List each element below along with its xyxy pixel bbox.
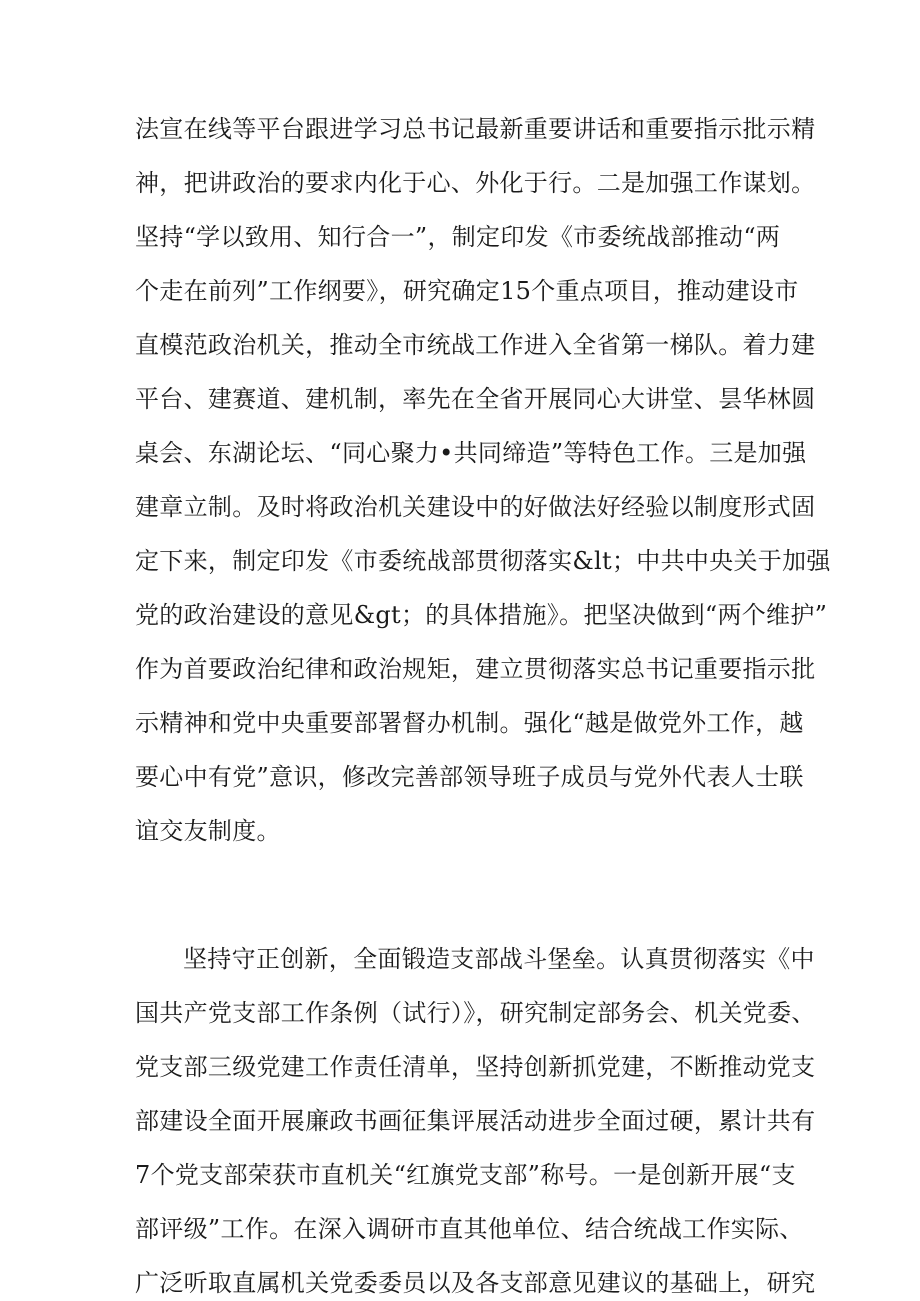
paragraph-line: 神，把讲政治的要求内化于心、外化于行。二是加强工作谋划。 [135,169,816,197]
paragraph-line: 部评级”工作。在深入调研市直其他单位、结合统战工作实际、 [135,1215,804,1243]
paragraph-line: 平台、建赛道、建机制，率先在全省开展同心大讲堂、昙华林圆 [135,385,816,413]
paragraph-line: 直模范政治机关，推动全市统战工作进入全省第一梯队。着力建 [135,331,816,359]
paragraph-line: 个走在前列”工作纲要》，研究确定15个重点项目，推动建设市 [135,277,799,305]
paragraph-line: 示精神和党中央重要部署督办机制。强化“越是做党外工作，越 [135,709,804,737]
paragraph-line: 定下来，制定印发《市委统战部贯彻落实&lt；中共中央关于加强 [135,547,831,575]
paragraph-line: 法宣在线等平台跟进学习总书记最新重要讲话和重要指示批示精 [135,115,816,143]
paragraph-line: 坚持“学以致用、知行合一”，制定印发《市委统战部推动“两 [135,223,781,251]
paragraph-line: 7个党支部荣获市直机关“红旗党支部”称号。一是创新开展“支 [135,1161,796,1189]
paragraph-line: 作为首要政治纪律和政治规矩，建立贯彻落实总书记重要指示批 [135,655,816,683]
paragraph-line: 建章立制。及时将政治机关建设中的好做法好经验以制度形式固 [135,493,816,521]
paragraph-line: 党支部三级党建工作责任清单，坚持创新抓党建，不断推动党支 [135,1053,816,1081]
paragraph-line: 要心中有党”意识，修改完善部领导班子成员与党外代表人士联 [135,763,804,791]
paragraph-line: 谊交友制度。 [135,817,281,845]
paragraph-first-line: 坚持守正创新，全面锻造支部战斗堡垒。认真贯彻落实《中 [183,945,815,973]
paragraph-line: 国共产党支部工作条例（试行）》，研究制定部务会、机关党委、 [135,999,816,1027]
paragraph-line: 党的政治建设的意见&gt；的具体措施》。把坚决做到“两个维护” [135,601,828,629]
paragraph-line: 广泛听取直属机关党委委员以及各支部意见建议的基础上，研究 [135,1269,816,1297]
paragraph-line: 桌会、东湖论坛、“同心聚力•共同缔造”等特色工作。三是加强 [135,439,807,467]
paragraph-line: 部建设全面开展廉政书画征集评展活动进步全面过硬，累计共有 [135,1107,816,1135]
